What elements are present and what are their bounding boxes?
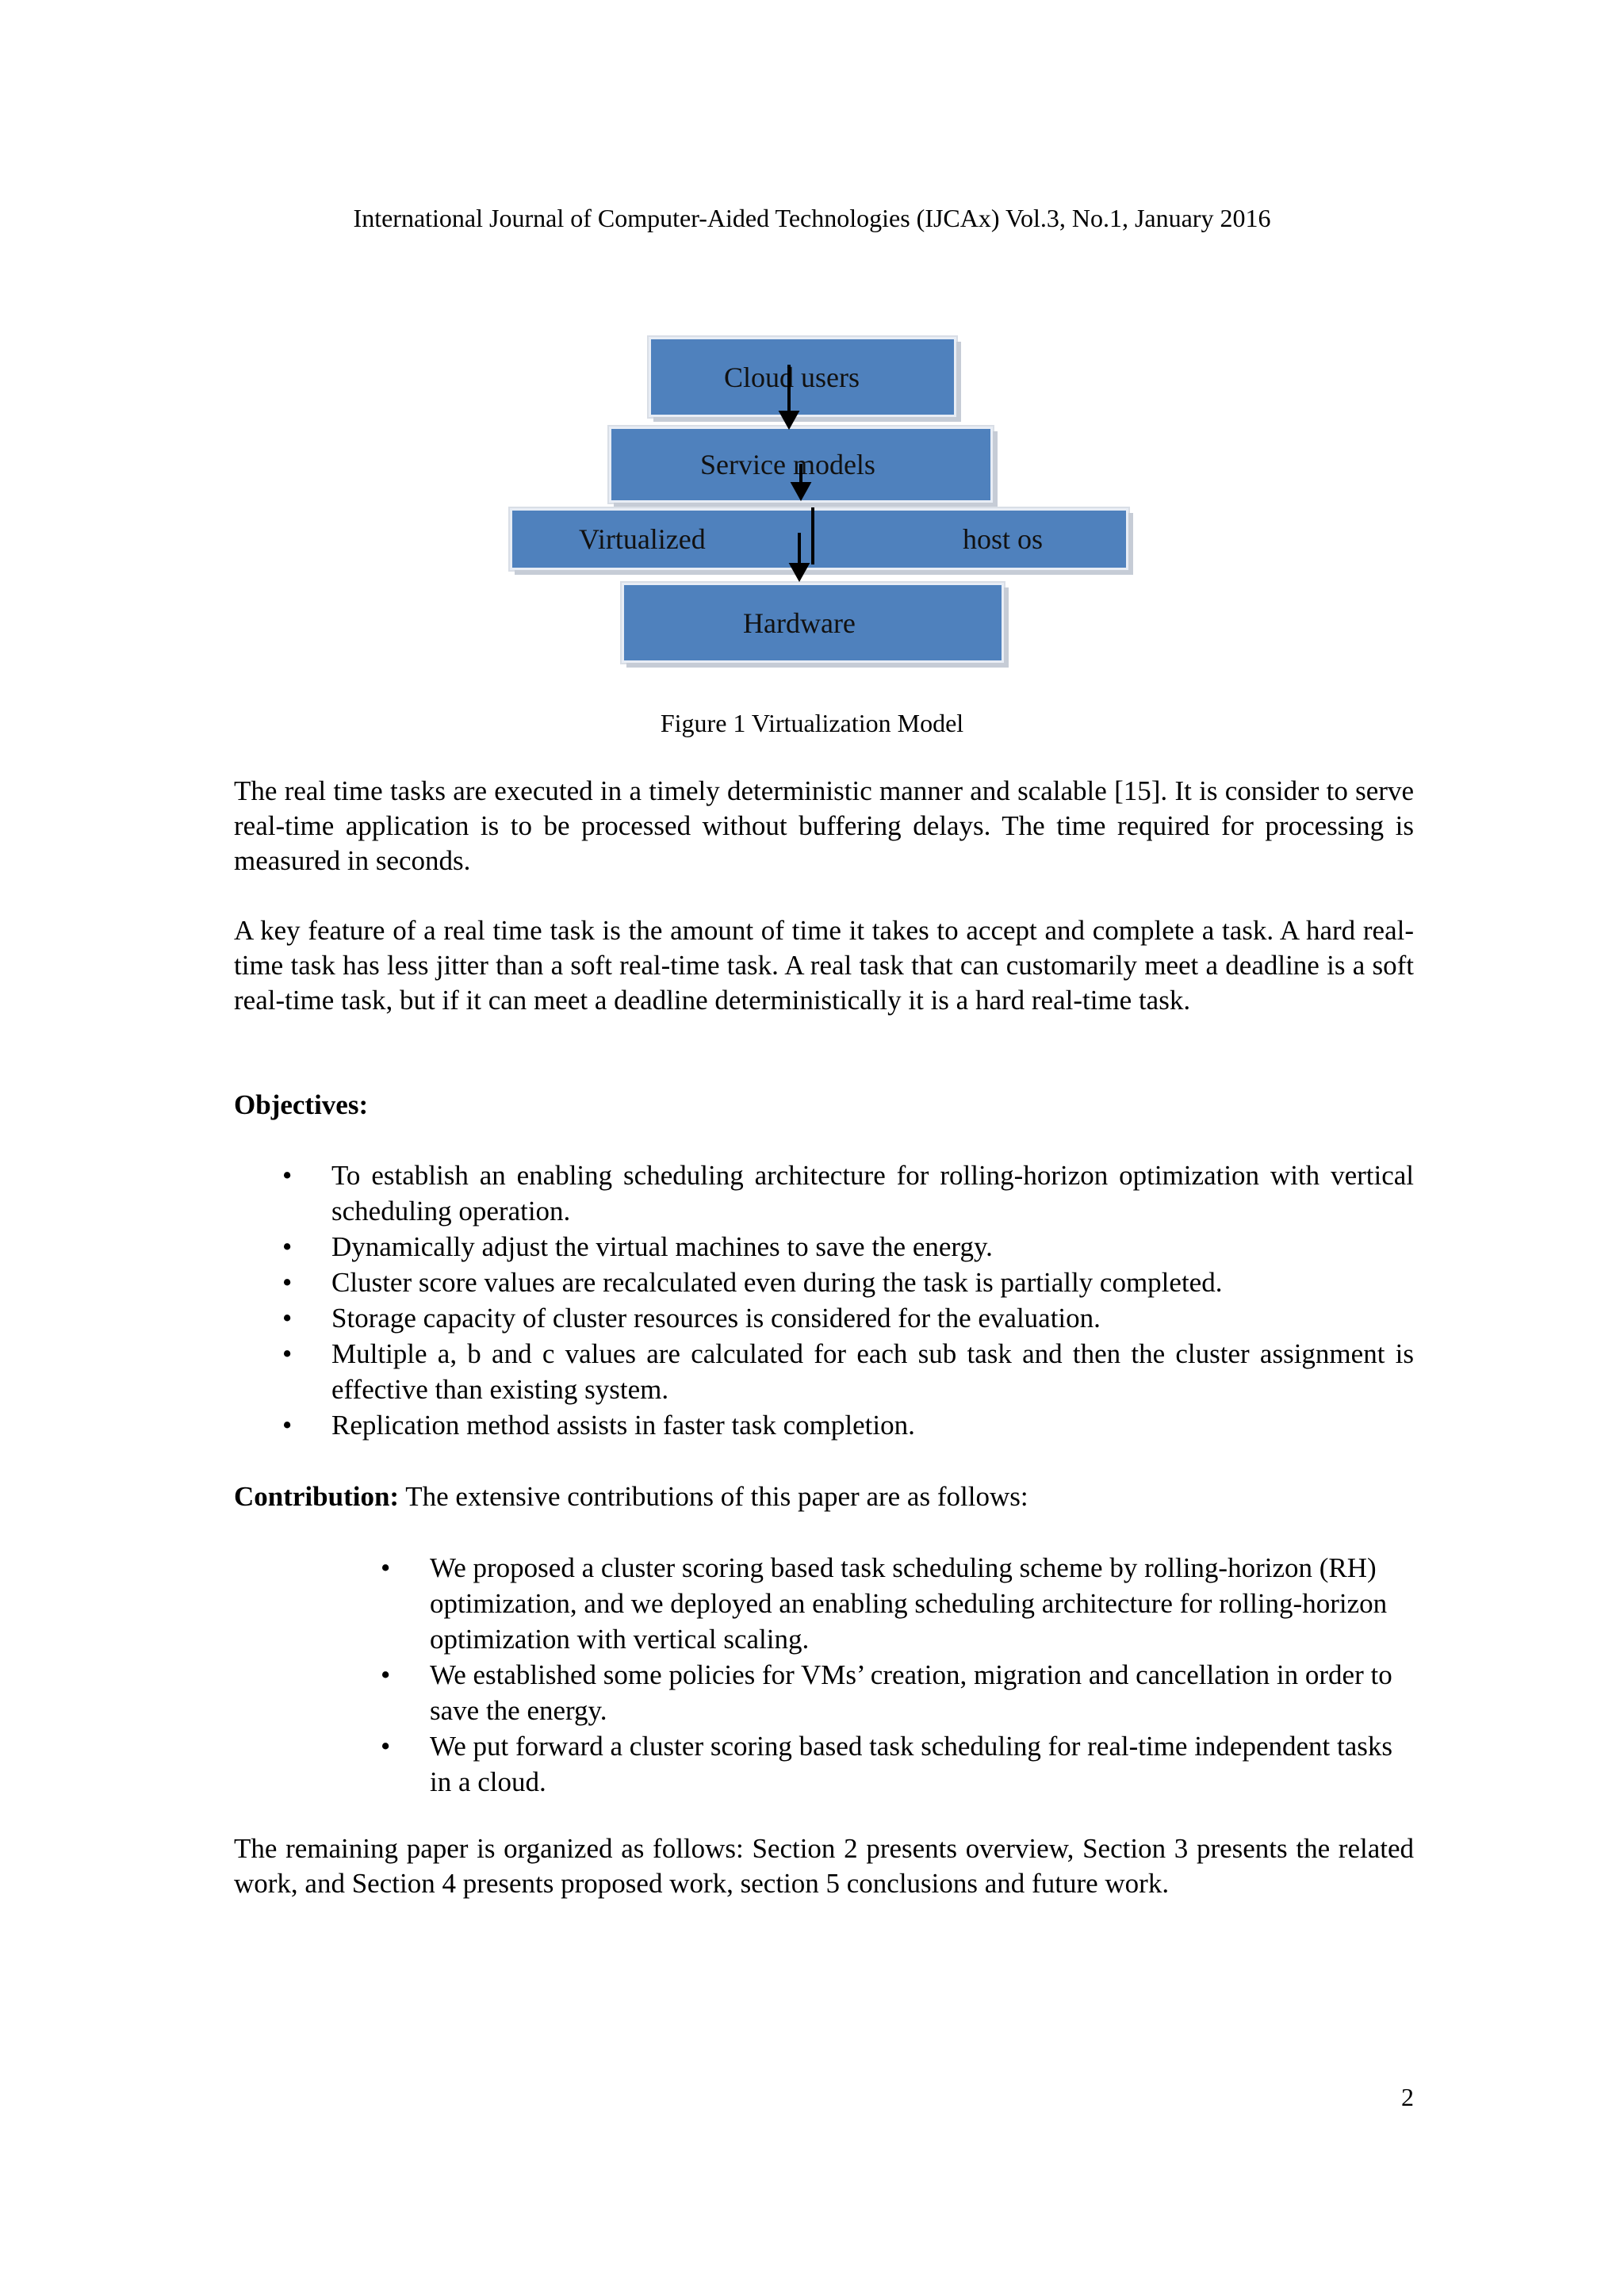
objective-text: Storage capacity of cluster resources is considered for the evaluation. [331,1303,1101,1334]
virtualization-diagram [0,0,1624,714]
contribution-text: We put forward a cluster scoring based task scheduling for real-time independent tasks in a cloud. [430,1731,1393,1797]
bullet-icon: • [381,1552,391,1583]
contribution-text: We proposed a cluster scoring based task scheduling scheme by rolling-horizon (RH) optimization, and we deployed an enabling scheduling architecture for rolling-horizon optimization with vertical scaling. [430,1552,1388,1655]
bullet-icon: • [282,1267,293,1298]
running-header: International Journal of Computer-Aided Technologies (IJCAx) Vol.3, No.1, January 2016 [353,204,1271,232]
arrow-head-3 [791,564,807,579]
arrow-head-1 [781,412,797,427]
objective-item [282,1407,1414,1443]
objective-text: Cluster score values are recalculated even during the task is partially completed. [331,1267,1223,1298]
contribution-item [381,1728,1413,1800]
objective-item [282,1158,1414,1229]
bullet-icon: • [381,1731,391,1762]
bullet-icon: • [282,1410,293,1441]
contribution-item [381,1657,1413,1728]
objectives-heading: Objectives: [234,1089,369,1120]
paragraph-3 [234,1831,1414,1901]
diagram-arrows [0,0,1624,714]
bullet-icon: • [282,1231,293,1262]
paragraph-3-text: The remaining paper is organized as follows: Section 2 presents overview, Section 3 presents the related work, and Section 4 presents proposed work, section 5 conclusions and future work. [234,1833,1414,1899]
objective-item [282,1265,1414,1300]
contribution-label: Contribution: [234,1481,400,1512]
box-cloud-users-label: Cloud users [724,361,860,393]
objective-text: Dynamically adjust the virtual machines to save the energy. [331,1231,993,1262]
objective-text: Multiple a, b and c values are calculated for each sub task and then the cluster assignment is effective than existing system. [331,1338,1414,1405]
paragraph-2 [234,913,1414,1018]
box-service-models-label: Service models [700,449,875,480]
objectives-list [282,1158,1414,1443]
objective-item [282,1336,1414,1407]
box-virtualized-label: Virtualized [579,523,706,555]
paragraph-1 [234,774,1414,878]
box-hardware-label: Hardware [743,607,856,639]
bullet-icon: • [381,1659,391,1690]
contribution-intro-text: The extensive contributions of this paper are as follows: [399,1481,1028,1512]
contribution-list [381,1550,1413,1800]
contribution-item [381,1550,1413,1657]
paragraph-2-text: A key feature of a real time task is the amount of time it takes to accept and complete a task. A hard real-time task has less jitter than a soft real-time task. A real task that can customarily meet a deadline is a soft real-time task, but if it can meet a deadline deterministically it is a hard real-time task. [234,915,1414,1016]
box-host-os-label: host os [963,523,1044,555]
page-number: 2 [1401,2083,1414,2111]
arrow-head-2 [793,484,809,498]
contribution-text: We established some policies for VMs’ creation, migration and cancellation in order to save the energy. [430,1659,1392,1726]
objective-text: Replication method assists in faster task completion. [331,1410,915,1441]
objective-text: To establish an enabling scheduling architecture for rolling-horizon optimization with vertical scheduling operation. [331,1160,1414,1226]
objective-item [282,1300,1414,1336]
bullet-icon: • [282,1160,293,1191]
bullet-icon: • [282,1338,293,1369]
contribution-intro [234,1479,1414,1514]
objective-item [282,1229,1414,1265]
bullet-icon: • [282,1303,293,1334]
figure-caption: Figure 1 Virtualization Model [660,709,964,737]
paragraph-1-text: The real time tasks are executed in a timely deterministic manner and scalable [15]. It is consider to serve real-time application is to be processed without buffering delays. The time required for processing is measured in seconds. [234,775,1414,876]
